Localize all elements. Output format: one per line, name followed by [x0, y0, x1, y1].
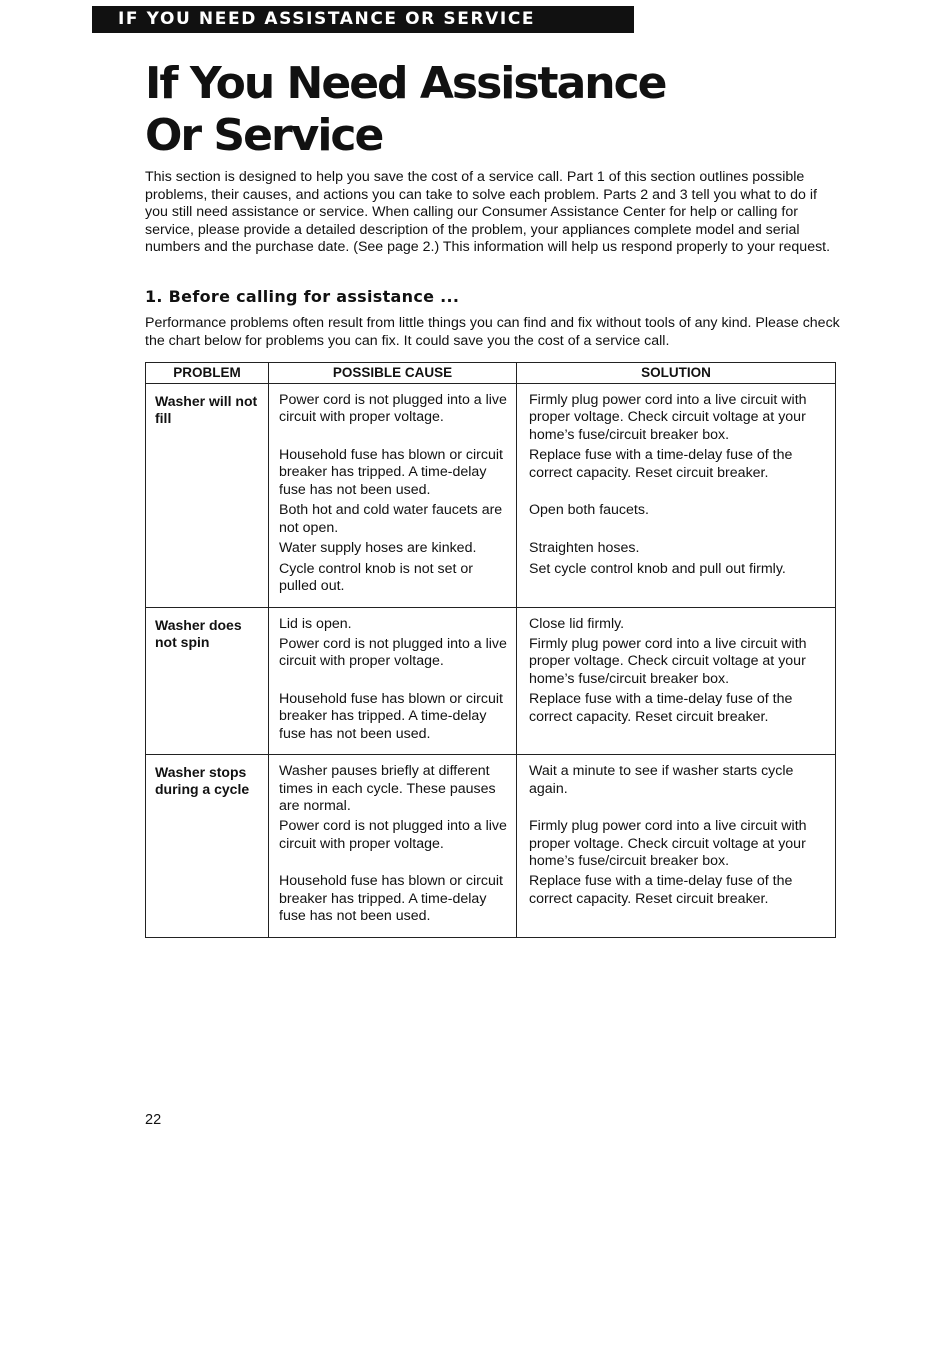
cause-cell — [269, 607, 517, 755]
problem-cell: Washer will not fill — [146, 384, 269, 608]
table-header-row — [146, 363, 836, 384]
section-heading: 1. Before calling for assistance ... — [145, 287, 460, 306]
section-banner: IF YOU NEED ASSISTANCE OR SERVICE — [92, 6, 634, 33]
cause-cell — [269, 384, 517, 608]
cause-entry: Power cord is not plugged into a live circuit with proper voltage. — [279, 818, 507, 852]
table-row — [146, 755, 836, 937]
table-row — [146, 384, 836, 608]
intro-paragraph: This section is designed to help you save the cost of a service call. Part 1 of this section outlines possible problems, their causes, and actions you can take to solve each problem. Parts 2 and 3 tell you what to do if you still need assistance or service. When calling our Consumer Assistance Center for help or calling for service, please provide a detailed description of the problem, your appliances complete model and serial numbers and the purchase date. (See page 2.) This information will help us respond properly to your request. — [145, 169, 831, 256]
page-title — [145, 58, 666, 162]
column-header-solution: SOLUTION — [517, 363, 836, 384]
cause-entry: Water supply hoses are kinked. — [279, 540, 477, 557]
cause-entry: Both hot and cold water faucets are not open. — [279, 502, 503, 536]
column-header-cause: POSSIBLE CAUSE — [269, 363, 517, 384]
solution-cell — [517, 384, 836, 608]
solution-entry: Firmly plug power cord into a live circuit with proper voltage. Check circuit voltage at your home’s fuse/circuit breaker box. — [529, 818, 807, 870]
table-body — [146, 384, 836, 938]
solution-entry: Wait a minute to see if washer starts cycle again. — [529, 763, 794, 797]
solution-entry: Open both faucets. — [529, 502, 649, 519]
page-title-line-1: If You Need Assistance — [145, 58, 666, 109]
table-row — [146, 607, 836, 755]
solution-entry: Set cycle control knob and pull out firmly. — [529, 560, 786, 577]
problem-cell: Washer stops during a cycle — [146, 755, 269, 937]
solution-entry: Replace fuse with a time-delay fuse of the correct capacity. Reset circuit breaker. — [529, 691, 793, 725]
cause-entry: Power cord is not plugged into a live circuit with proper voltage. — [279, 392, 507, 426]
column-header-problem: PROBLEM — [146, 363, 269, 384]
page-number: 22 — [145, 1112, 162, 1128]
cause-entry: Power cord is not plugged into a live circuit with proper voltage. — [279, 636, 507, 670]
cause-entry: Washer pauses briefly at different times in each cycle. These pauses are normal. — [279, 763, 496, 815]
solution-entry: Replace fuse with a time-delay fuse of the correct capacity. Reset circuit breaker. — [529, 447, 793, 481]
cause-entry: Cycle control knob is not set or pulled out. — [279, 560, 473, 595]
cause-entry: Household fuse has blown or circuit breaker has tripped. A time-delay fuse has not been used. — [279, 691, 503, 742]
problem-cell: Washer does not spin — [146, 607, 269, 755]
page-title-line-2: Or Service — [145, 110, 383, 161]
cause-entry: Lid is open. — [279, 615, 352, 632]
solution-entry: Firmly plug power cord into a live circuit with proper voltage. Check circuit voltage at your home’s fuse/circuit breaker box. — [529, 636, 807, 687]
cause-entry: Household fuse has blown or circuit breaker has tripped. A time-delay fuse has not been used. — [279, 873, 503, 925]
solution-entry: Firmly plug power cord into a live circuit with proper voltage. Check circuit voltage at your home’s fuse/circuit breaker box. — [529, 392, 807, 443]
solution-entry: Replace fuse with a time-delay fuse of the correct capacity. Reset circuit breaker. — [529, 873, 793, 907]
solution-entry: Straighten hoses. — [529, 540, 640, 557]
solution-entry: Close lid firmly. — [529, 615, 625, 632]
cause-cell — [269, 755, 517, 937]
solution-cell — [517, 755, 836, 937]
solution-cell — [517, 607, 836, 755]
cause-entry: Household fuse has blown or circuit breaker has tripped. A time-delay fuse has not been used. — [279, 447, 503, 498]
troubleshooting-table — [145, 362, 836, 938]
section-body: Performance problems often result from little things you can find and fix without tools of any kind. Please check the chart below for problems you can fix. It could save you the cost of a service call. — [145, 315, 840, 349]
